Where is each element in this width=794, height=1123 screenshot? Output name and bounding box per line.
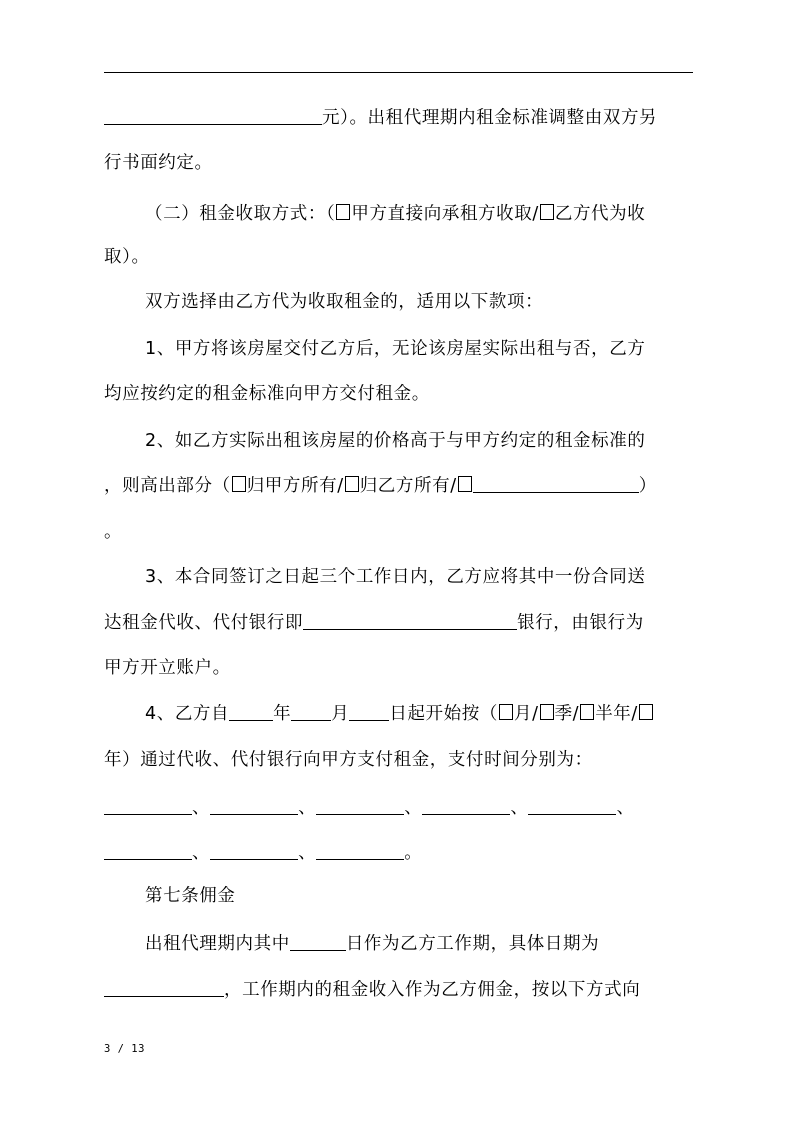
paragraph-line <box>104 978 640 1002</box>
separator: 、 <box>192 843 211 863</box>
blank-field[interactable] <box>303 613 517 630</box>
paragraph-line <box>104 611 644 635</box>
checkbox[interactable] <box>336 204 350 220</box>
paragraph-line: 均应按约定的租金标准向甲方交付租金。 <box>104 384 430 404</box>
text-segment: ） <box>638 476 657 496</box>
header-rule <box>104 72 693 73</box>
paragraph-line <box>104 106 657 130</box>
separator: 、 <box>298 843 317 863</box>
text-segment: 元）。出租代理期内租金标准调整由双方另 <box>322 108 658 128</box>
paragraph-line <box>145 702 654 726</box>
paragraph-line <box>104 841 422 865</box>
blank-field[interactable] <box>210 798 298 815</box>
paragraph-line: 3、本合同签订之日起三个工作日内，乙方应将其中一份合同送 <box>145 567 646 587</box>
page-number: 3 / 13 <box>104 1043 145 1055</box>
separator: 、 <box>298 798 317 818</box>
blank-field[interactable] <box>422 798 510 815</box>
text-segment: 4、乙方自 <box>145 704 230 724</box>
checkbox[interactable] <box>540 204 554 220</box>
text-segment: 乙方代为收 <box>554 204 646 224</box>
text-segment: ，工作期内的租金收入作为乙方佣金，按以下方式向 <box>224 980 641 1000</box>
text-segment: 归甲方所有/ <box>246 476 344 496</box>
text-segment: 达租金代收、代付银行即 <box>104 613 304 633</box>
paragraph-line: 1、甲方将该房屋交付乙方后，无论该房屋实际出租与否，乙方 <box>145 339 646 359</box>
blank-field[interactable] <box>316 843 404 860</box>
paragraph-line: 。 <box>104 522 123 542</box>
checkbox[interactable] <box>540 704 554 720</box>
paragraph-line <box>104 474 657 498</box>
checkbox[interactable] <box>458 476 472 492</box>
text-segment: 归乙方所有/ <box>359 476 457 496</box>
separator: 、 <box>616 798 635 818</box>
blank-field[interactable] <box>229 704 273 721</box>
text-segment: 银行，由银行为 <box>517 613 644 633</box>
text-segment: ，则高出部分（ <box>104 476 231 496</box>
blank-field[interactable] <box>316 798 404 815</box>
paragraph-line: 2、如乙方实际出租该房屋的价格高于与甲方约定的租金标准的 <box>145 431 646 451</box>
text-segment: （二）租金收取方式：（ <box>145 204 336 224</box>
paragraph-line <box>145 202 645 226</box>
paragraph-line: 年）通过代收、代付银行向甲方支付租金，支付时间分别为： <box>104 750 593 770</box>
text-segment: 月/ <box>513 704 539 724</box>
text-segment: 出租代理期内其中 <box>145 934 290 954</box>
blank-field[interactable] <box>473 476 639 493</box>
checkbox[interactable] <box>639 704 653 720</box>
blank-field[interactable] <box>349 704 389 721</box>
paragraph-line <box>104 796 635 820</box>
paragraph-line: 双方选择由乙方代为收取租金的，适用以下款项： <box>145 292 544 312</box>
text-segment: 日起开始按（ <box>389 704 498 724</box>
text-segment: 甲方直接向承租方收取/ <box>351 204 539 224</box>
blank-field[interactable] <box>104 980 224 997</box>
text-segment: 日作为乙方工作期，具体日期为 <box>345 934 600 954</box>
checkbox[interactable] <box>580 704 594 720</box>
text-segment: 。 <box>404 843 423 863</box>
text-segment: 季/ <box>554 704 580 724</box>
paragraph-line <box>145 932 599 956</box>
paragraph-line: 甲方开立账户。 <box>104 658 231 678</box>
section-heading: 第七条佣金 <box>145 886 236 906</box>
checkbox[interactable] <box>499 704 513 720</box>
blank-field[interactable] <box>291 704 331 721</box>
blank-field[interactable] <box>104 798 192 815</box>
blank-field[interactable] <box>528 798 616 815</box>
paragraph-line: 行书面约定。 <box>104 153 213 173</box>
separator: 、 <box>510 798 529 818</box>
text-segment: 年 <box>273 704 292 724</box>
checkbox[interactable] <box>345 476 359 492</box>
separator: 、 <box>192 798 211 818</box>
blank-field[interactable] <box>104 108 322 125</box>
separator: 、 <box>404 798 423 818</box>
blank-field[interactable] <box>104 843 192 860</box>
blank-field[interactable] <box>210 843 298 860</box>
blank-field[interactable] <box>290 934 346 951</box>
text-segment: 半年/ <box>595 704 638 724</box>
checkbox[interactable] <box>232 476 246 492</box>
paragraph-line: 取）。 <box>104 247 150 267</box>
text-segment: 月 <box>331 704 350 724</box>
